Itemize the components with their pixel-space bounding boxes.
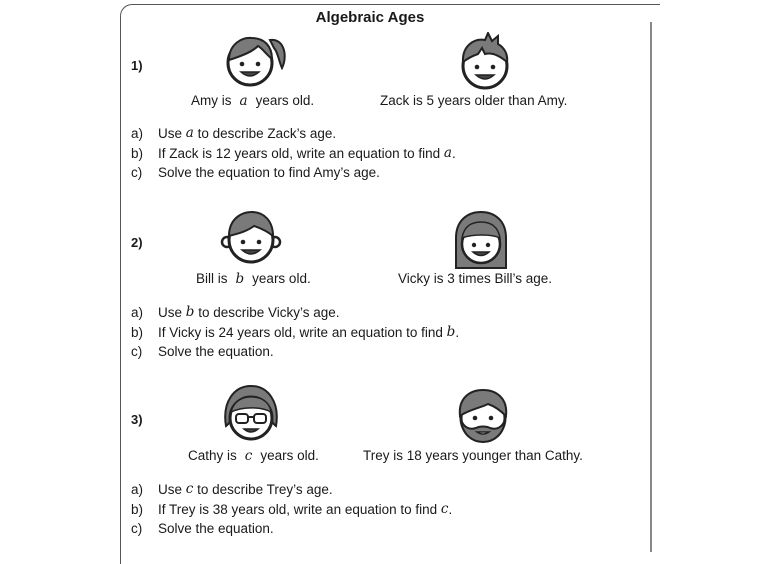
question-1-part-b: b) If Zack is 12 years old, write an equation to find a . [131,144,456,161]
question-2-part-c: c) Solve the equation. [131,344,274,359]
question-3-left-caption: Cathy is c years old. [188,448,319,464]
question-3-part-c: c) Solve the equation. [131,521,274,536]
question-2-right-caption: Vicky is 3 times Bill’s age. [398,271,553,286]
question-1-part-c: c) Solve the equation to find Amy’s age. [131,165,380,180]
page-title: Algebraic Ages [315,9,425,26]
question-2-left-caption: Bill is b years old. [196,271,311,287]
girl-long-hair-icon [448,208,514,274]
boy-icon [218,206,284,272]
question-3-parts [131,480,452,539]
boy-spiky-icon [452,32,518,98]
question-1-part-a: a) Use a to describe Zack’s age. [131,125,337,141]
question-3-number: 3) [131,412,143,427]
bearded-man-icon [450,384,516,450]
question-1-parts [131,124,456,183]
woman-glasses-icon [218,382,284,448]
question-2-parts [131,303,459,362]
question-2-number: 2) [131,235,143,250]
question-2-part-a: a) Use b to describe Vicky’s age. [131,304,340,320]
question-2-part-b: b) If Vicky is 24 years old, write an equation to find b . [131,323,460,340]
question-1-number: 1) [131,58,143,73]
question-3-right-caption: Trey is 18 years younger than Cathy. [363,448,583,463]
question-3-part-b: b) If Trey is 38 years old, write an equation to find c . [131,500,453,517]
question-1-left-caption: Amy is a years old. [191,93,315,109]
question-3-part-a: a) Use c to describe Trey’s age. [131,481,333,497]
girl-ponytail-icon [222,32,288,98]
worksheet-right-edge [650,22,652,552]
question-1-right-caption: Zack is 5 years older than Amy. [380,93,568,108]
